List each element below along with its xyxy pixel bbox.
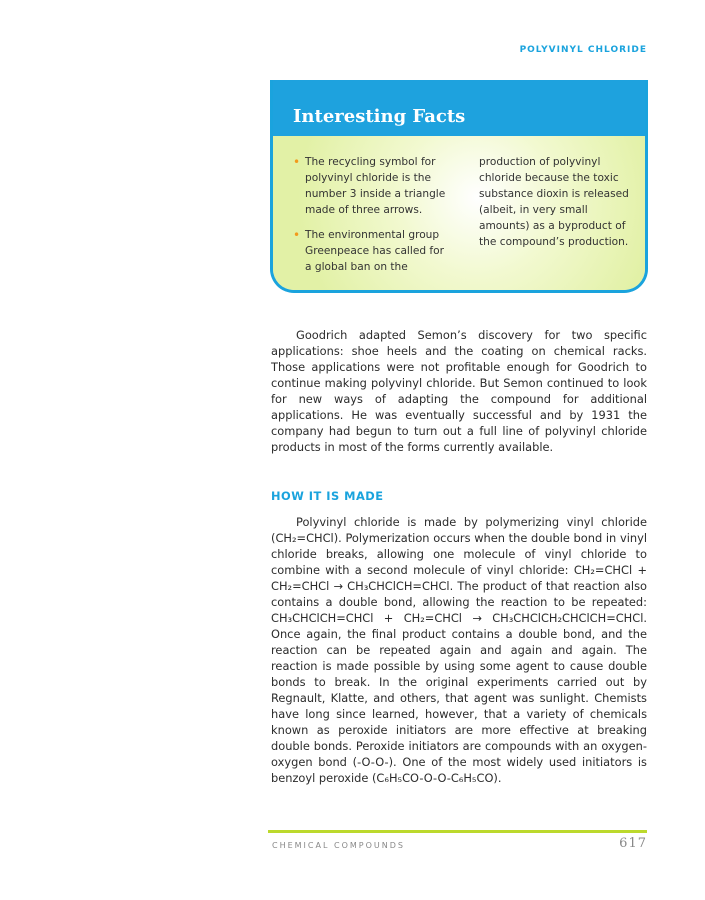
facts-right-column [479, 154, 629, 250]
body-paragraph-2-block [271, 514, 647, 786]
interesting-facts-box [270, 80, 648, 293]
facts-box-title: Interesting Facts [293, 106, 466, 127]
facts-box-header [273, 80, 645, 136]
page-number: 617 [619, 836, 647, 851]
footer-book-title: CHEMICAL COMPOUNDS [272, 841, 405, 850]
body-paragraph-1: Goodrich adapted Semon’s discovery for two specific applications: shoe heels and the coating on chemical racks. Those applications were not profitable enough for Goodrich to continue making polyvinyl chloride. But Semon continued to look for new ways of adapting the compound for additional applications. He was eventually successful and by 1931 the company had begun to turn out a full line of polyvinyl chloride products in most of the forms currently available. [271, 328, 647, 454]
fact-bullet-greenpeace: • The environmental group Greenpeace has called for a global ban on the [293, 227, 453, 275]
facts-box-body [273, 136, 645, 290]
footer-rule [268, 830, 647, 833]
running-head: POLYVINYL CHLORIDE [519, 45, 647, 55]
fact-bullet-greenpeace-continued: production of polyvinyl chloride because the toxic substance dioxin is released (albeit, in very small amounts) as a byproduct of the compound’s production. [479, 156, 629, 248]
body-paragraph-2: Polyvinyl chloride is made by polymerizing vinyl chloride (CH₂=CHCl). Polymerization occurs when the double bond in vinyl chloride breaks, allowing one molecule of vinyl chloride to combine with a second molecule of vinyl chloride: CH₂=CHCl + CH₂=CHCl → CH₃CHClCH=CHCl. The product of that reaction also contains a double bond, allowing the reaction to be repeated: CH₃CHClCH=CHCl + CH₂=CHCl → CH₃CHClCH₂CHClCH=CHCl. Once again, the final product contains a double bond, and the reaction can be repeated again and again and again. The reaction is made possible by using some agent to cause double bonds to break. In the original experiments carried out by Regnault, Klatte, and others, that agent was sunlight. Chemists have long since learned, however, that a variety of chemicals known as peroxide initiators are more effective at breaking double bonds. Peroxide initiators are compounds with an oxygen-oxygen bond (-O-O-). One of the most widely used initiators is benzoyl peroxide (C₆H₅CO-O-O-C₆H₅CO). [271, 515, 647, 785]
body-paragraph-1-block [271, 327, 647, 455]
fact-bullet-recycling: • The recycling symbol for polyvinyl chloride is the number 3 inside a triangle made of three arrows. [293, 154, 453, 218]
facts-left-column [293, 154, 453, 275]
section-heading-how-it-is-made: HOW IT IS MADE [271, 489, 384, 503]
